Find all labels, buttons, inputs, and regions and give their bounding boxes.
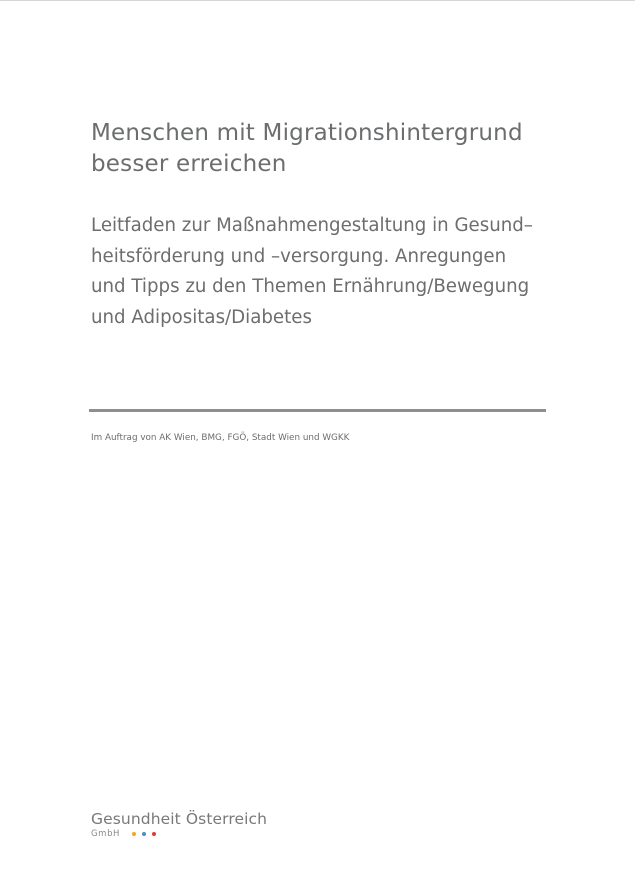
document-subtitle: Leitfaden zur Maßnahmengestaltung in Gesund– heitsförderung und –versorgung. Anregungen und Tipps zu den Themen Ernährung/Bewegung und Adipositas/Diabetes [91, 215, 533, 328]
publisher-sub [91, 829, 267, 839]
commission-note: Im Auftrag von AK Wien, BMG, FGÖ, Stadt Wien und WGKK [91, 433, 350, 443]
document-title: Menschen mit Migrationshintergrund besser erreichen [91, 120, 523, 177]
logo-dot-yellow-icon [132, 832, 136, 836]
top-border [0, 0, 635, 1]
publisher-logo [91, 810, 267, 839]
section-divider [89, 409, 546, 412]
publisher-name: Gesundheit Österreich [91, 810, 268, 828]
logo-dot-red-icon [152, 832, 156, 836]
logo-dot-blue-icon [142, 832, 146, 836]
publisher-suffix: GmbH [91, 829, 121, 839]
